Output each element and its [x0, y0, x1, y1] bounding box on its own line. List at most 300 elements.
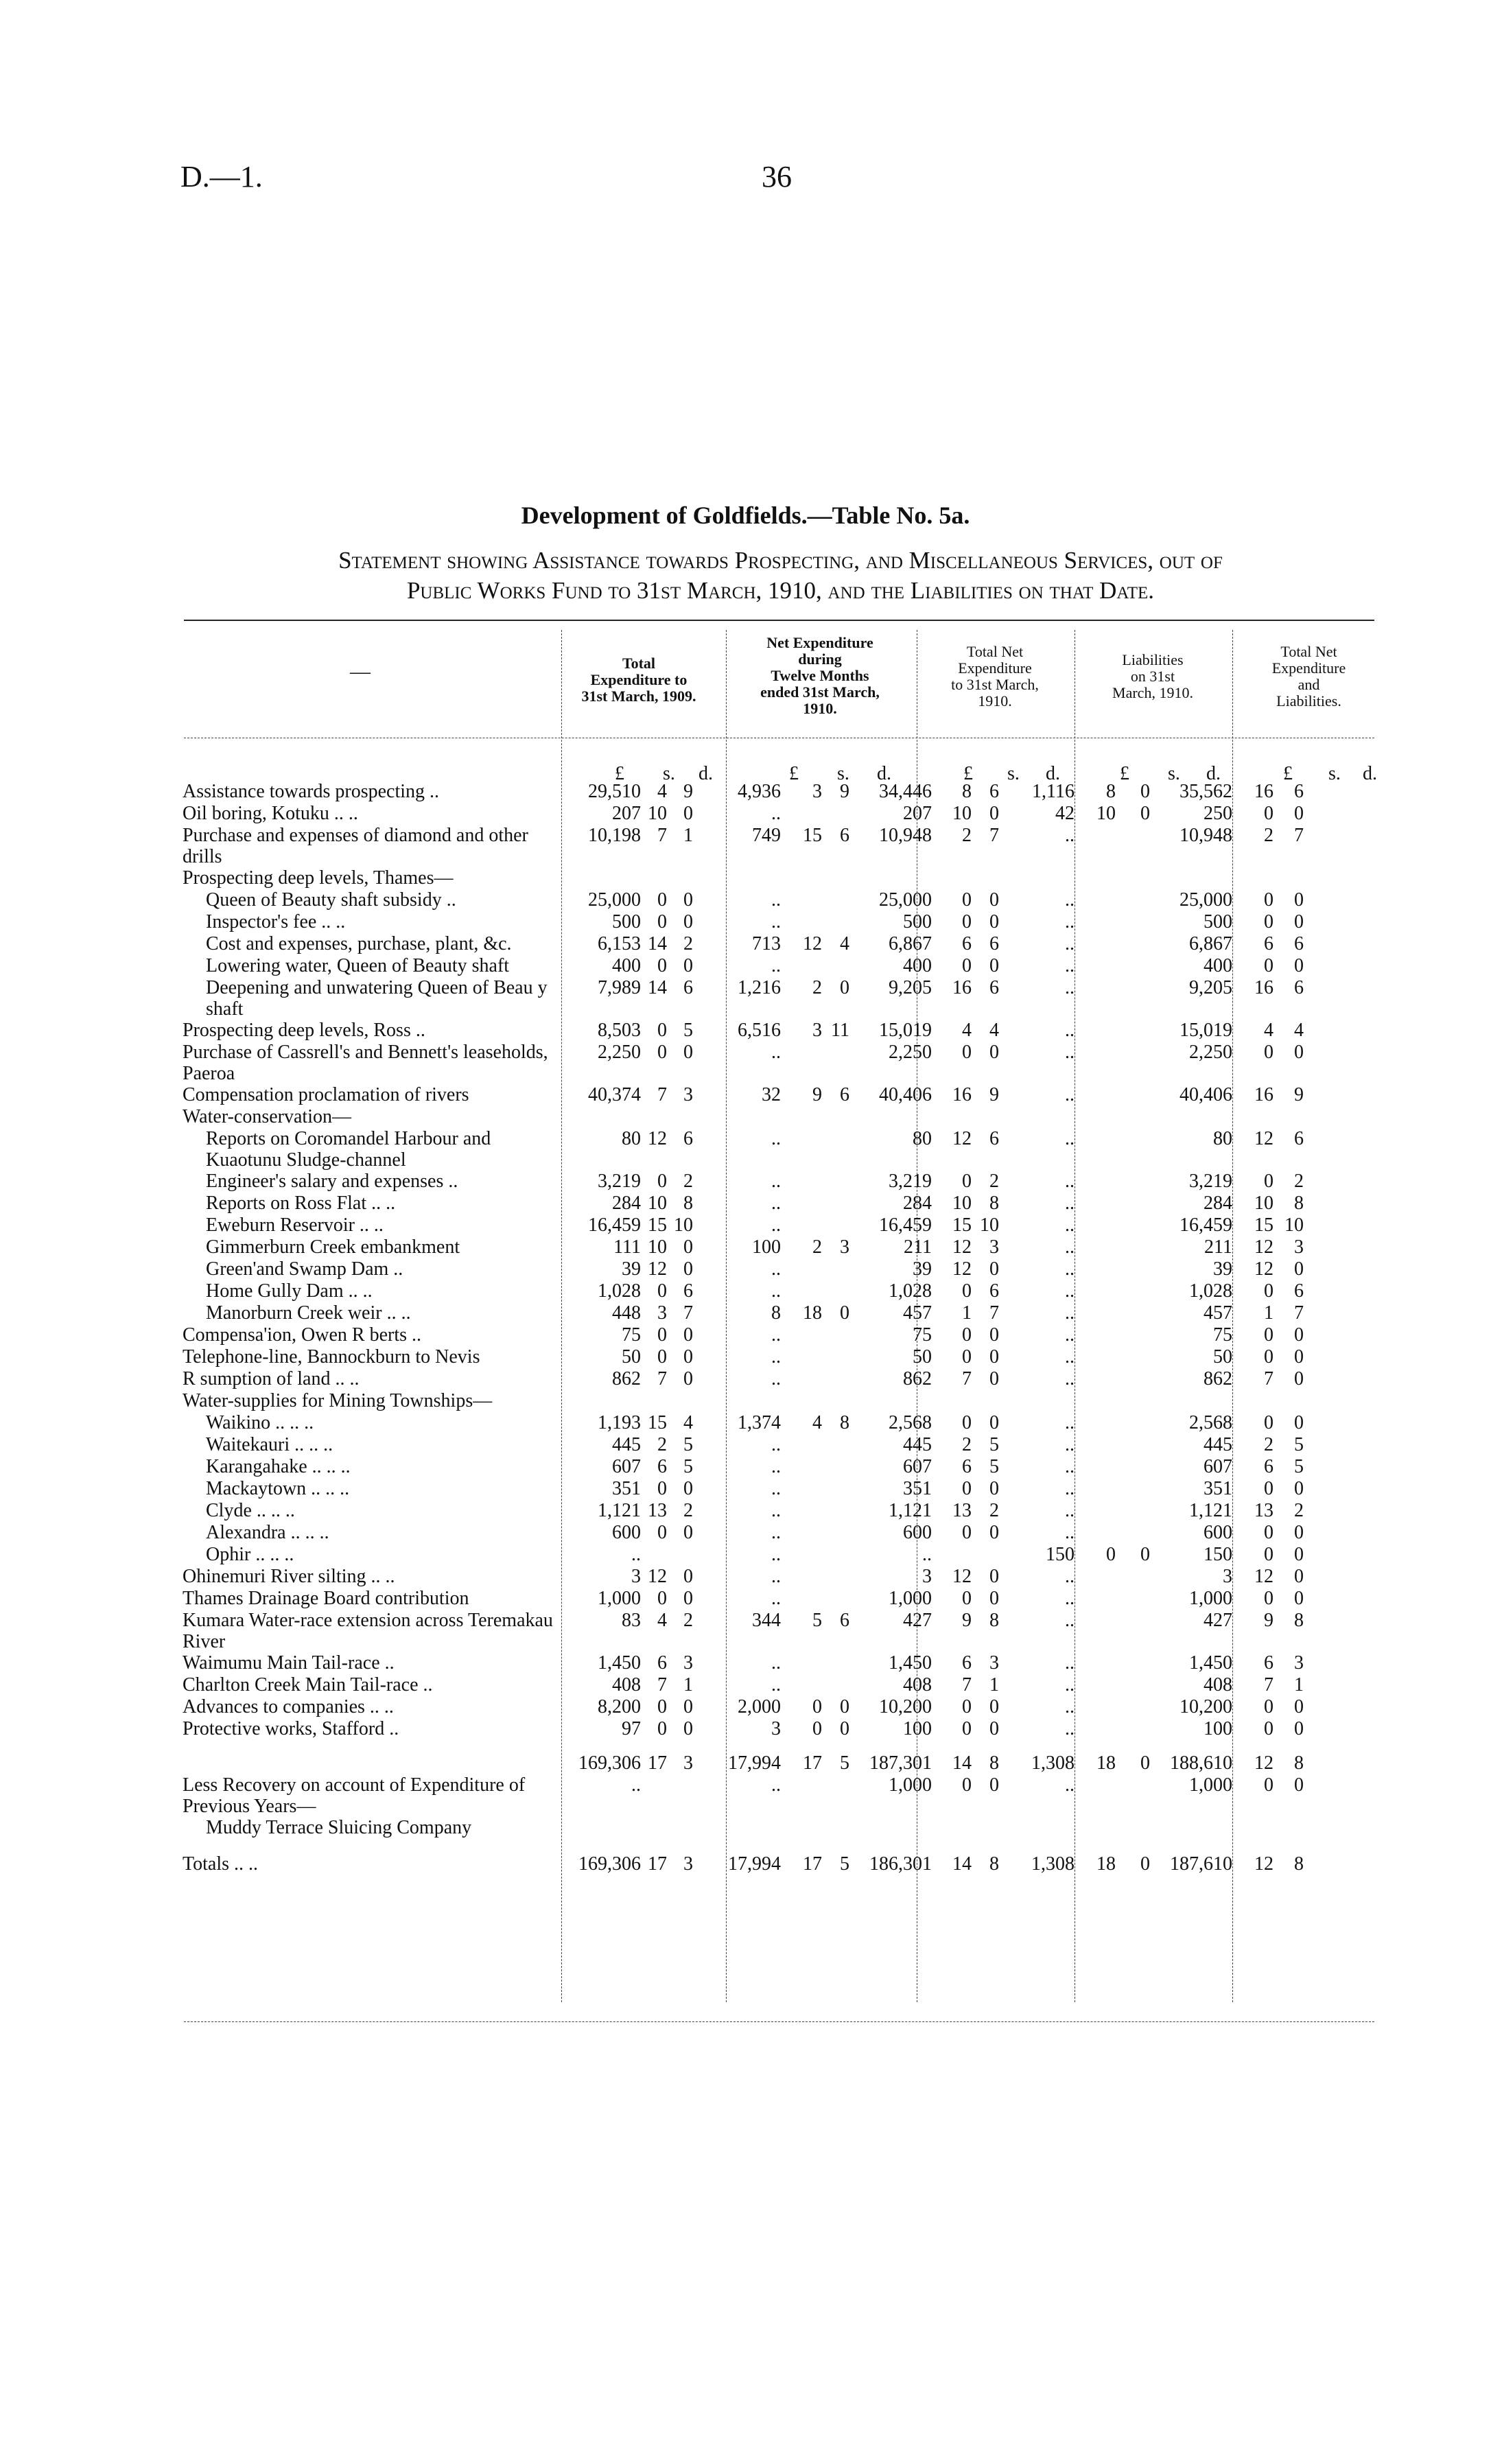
row-value: 862 — [612, 1368, 641, 1389]
row-value: 12 — [648, 1258, 667, 1280]
row-value: 0 — [657, 1478, 667, 1499]
row-value: .. — [1065, 1020, 1075, 1041]
row-value: 0 — [683, 1324, 693, 1346]
row-value: 1,450 — [889, 1652, 932, 1674]
row-value: 0 — [1140, 781, 1150, 802]
unit-shilling: s. — [1168, 763, 1180, 784]
row-value: 8 — [1294, 1193, 1304, 1214]
row-value: 32 — [762, 1084, 781, 1105]
row-value — [781, 955, 822, 977]
table-row — [183, 825, 1304, 867]
row-value — [1075, 1588, 1116, 1610]
table-row — [183, 933, 1304, 955]
row-value: .. — [771, 1522, 781, 1543]
row-value: 75 — [913, 1324, 932, 1346]
row-value — [1116, 1324, 1150, 1346]
row-value: 2,250 — [1189, 1042, 1232, 1063]
row-description: Water-conservation— — [183, 1106, 351, 1127]
row-value: 187,610 — [1170, 1853, 1232, 1875]
table-row — [183, 1588, 1304, 1610]
row-value: 6,867 — [1189, 933, 1232, 954]
row-value: .. — [1065, 1368, 1075, 1389]
row-value: .. — [1065, 933, 1075, 954]
row-value: 7 — [683, 1302, 693, 1324]
row-value: 600 — [1204, 1522, 1232, 1543]
row-value: 186,301 — [869, 1853, 932, 1875]
row-value: 0 — [1264, 1478, 1273, 1499]
row-value: 0 — [1264, 1324, 1273, 1346]
row-description: Engineer's salary and expenses .. — [206, 1171, 458, 1192]
row-description: Waitekauri .. .. .. — [206, 1434, 333, 1455]
row-value — [1116, 977, 1150, 1020]
row-value: 445 — [1204, 1434, 1232, 1455]
row-value — [849, 1106, 932, 1128]
row-value: 5 — [683, 1434, 693, 1455]
row-value: 16 — [952, 1084, 972, 1105]
row-value: 9 — [989, 1084, 999, 1105]
table-row — [183, 911, 1304, 933]
row-value: 10,200 — [879, 1696, 932, 1717]
row-value: 7 — [657, 825, 667, 846]
row-value: 445 — [612, 1434, 641, 1455]
row-value — [1075, 977, 1116, 1020]
row-value: 15 — [648, 1215, 667, 1236]
unit-shilling: s. — [663, 763, 675, 784]
row-value: 600 — [903, 1522, 932, 1543]
row-value — [560, 1106, 641, 1128]
row-description: Clyde .. .. .. — [206, 1500, 295, 1521]
row-value — [1116, 1434, 1150, 1456]
row-value: 207 — [612, 803, 641, 824]
row-value — [641, 1106, 667, 1128]
row-value — [822, 1566, 849, 1588]
row-value: .. — [1065, 1674, 1075, 1696]
row-value: 0 — [989, 1774, 999, 1796]
row-description: Kumara Water-race extension across Teremakau River — [183, 1610, 553, 1652]
unit-shilling: s. — [837, 763, 849, 784]
row-value — [781, 1652, 822, 1674]
subtitle-line-1: Statement showing Assistance towards Prospecting, and Miscellaneous Services, out of — [338, 547, 1223, 574]
row-value: 39 — [913, 1258, 932, 1280]
row-value: .. — [771, 1588, 781, 1609]
row-value — [932, 1106, 972, 1128]
row-value: .. — [771, 1258, 781, 1280]
row-value: 0 — [657, 1324, 667, 1346]
row-value — [822, 1478, 849, 1500]
row-value — [1075, 955, 1116, 977]
row-value: 0 — [1294, 803, 1304, 824]
row-value: 0 — [962, 1324, 972, 1346]
row-value: 8 — [1294, 1752, 1304, 1774]
row-value: 15,019 — [879, 1020, 932, 1041]
row-value: 0 — [657, 1522, 667, 1543]
row-value: 0 — [683, 1042, 693, 1063]
row-value: 8 — [989, 1193, 999, 1214]
row-value: .. — [771, 911, 781, 932]
column-head-total-1909: Total Expenditure to 31st March, 1909. — [581, 655, 696, 705]
row-value — [999, 1106, 1075, 1128]
row-value: 0 — [683, 1236, 693, 1258]
row-value — [781, 1193, 822, 1215]
row-value: 457 — [903, 1302, 932, 1324]
table-row — [183, 1696, 1304, 1718]
row-value — [1116, 933, 1150, 955]
row-value: 12 — [952, 1236, 972, 1258]
row-value: 18 — [1096, 1752, 1116, 1774]
row-value: 10 — [1096, 803, 1116, 824]
row-value — [1075, 1566, 1116, 1588]
row-value: 6 — [989, 1280, 999, 1302]
row-value: 0 — [1294, 889, 1304, 911]
row-value: .. — [771, 1774, 781, 1796]
row-value — [1075, 1478, 1116, 1500]
row-value: 0 — [1264, 1774, 1273, 1796]
row-value: 6 — [989, 781, 999, 802]
row-value: 17,994 — [728, 1853, 781, 1875]
row-value: 3 — [812, 781, 822, 802]
row-value: .. — [1065, 1346, 1075, 1368]
row-value: 0 — [989, 1696, 999, 1717]
row-value: 1 — [683, 825, 693, 846]
row-value: 16 — [1254, 977, 1273, 998]
row-value: 150 — [1204, 1544, 1232, 1565]
row-value: 17 — [648, 1853, 667, 1875]
row-value — [693, 867, 781, 889]
row-value: 1,000 — [889, 1588, 932, 1609]
row-value — [822, 1324, 849, 1346]
row-value: .. — [771, 1280, 781, 1302]
unit-pound: £ — [789, 763, 799, 784]
row-value — [1232, 1390, 1273, 1412]
table-subtitle — [185, 545, 1376, 606]
row-value: .. — [922, 1544, 932, 1565]
row-value: .. — [1065, 1696, 1075, 1717]
row-value: 0 — [840, 1718, 849, 1739]
row-value: 0 — [1264, 1696, 1273, 1717]
row-value: 7 — [989, 1302, 999, 1324]
row-value: 500 — [903, 911, 932, 932]
row-value — [1075, 1258, 1116, 1280]
row-value: 111 — [613, 1236, 641, 1258]
row-value: 0 — [657, 1020, 667, 1041]
row-value — [849, 1390, 932, 1412]
row-value — [641, 867, 667, 889]
row-value: 1,028 — [598, 1280, 641, 1302]
row-value: 13 — [952, 1500, 972, 1521]
row-value — [1075, 1500, 1116, 1522]
row-value — [693, 1106, 781, 1128]
row-value: 0 — [683, 911, 693, 932]
row-description: Charlton Creek Main Tail-race .. — [183, 1674, 433, 1696]
row-value: 17 — [648, 1752, 667, 1774]
row-value: .. — [1065, 955, 1075, 976]
row-value — [667, 867, 693, 889]
row-value — [1116, 911, 1150, 933]
row-value: 0 — [657, 955, 667, 976]
row-value: 40,374 — [588, 1084, 641, 1105]
row-value: .. — [771, 1128, 781, 1149]
row-value: 607 — [612, 1456, 641, 1477]
row-value — [1116, 1215, 1150, 1236]
row-value: 6 — [840, 1610, 849, 1631]
row-value: 4 — [657, 781, 667, 802]
row-value — [781, 1258, 822, 1280]
row-value — [822, 1258, 849, 1280]
table-row — [183, 1544, 1304, 1566]
row-value: 0 — [989, 1478, 999, 1499]
row-value: 0 — [657, 1588, 667, 1609]
row-value: 10 — [648, 1236, 667, 1258]
table-row — [183, 781, 1304, 803]
row-value — [1116, 1390, 1150, 1412]
row-value: 9 — [812, 1084, 822, 1105]
row-value: 9 — [1264, 1610, 1273, 1631]
row-value — [1150, 867, 1232, 889]
row-value: 0 — [1264, 911, 1273, 932]
row-value: 8 — [840, 1412, 849, 1433]
row-value — [781, 1674, 822, 1696]
row-value: 1,216 — [738, 977, 781, 998]
row-value: .. — [771, 955, 781, 976]
row-value: 0 — [1140, 803, 1150, 824]
row-value: .. — [1065, 1236, 1075, 1258]
row-value: 2,568 — [889, 1412, 932, 1433]
row-value: 3 — [683, 1853, 693, 1875]
row-value: 600 — [612, 1522, 641, 1543]
row-value: 8 — [1294, 1610, 1304, 1631]
row-value — [1116, 1652, 1150, 1674]
row-value: 0 — [683, 1258, 693, 1280]
top-rule — [184, 620, 1374, 621]
row-value: 15 — [648, 1412, 667, 1433]
row-value: 0 — [812, 1696, 822, 1717]
row-value — [1116, 1478, 1150, 1500]
row-value: 8 — [989, 1610, 999, 1631]
row-description-sub: Muddy Terrace Sluicing Company — [206, 1817, 472, 1838]
row-value — [1075, 825, 1116, 867]
column-head-net-1910: Net Expenditure during Twelve Months ended 31st March, 1910. — [760, 634, 880, 717]
row-value: 9 — [1294, 1084, 1304, 1105]
row-value: .. — [1065, 1042, 1075, 1063]
row-value: 250 — [1204, 803, 1232, 824]
row-value: 284 — [612, 1193, 641, 1214]
row-value: 3,219 — [1189, 1171, 1232, 1192]
row-value: 15 — [803, 825, 822, 846]
row-value: .. — [1065, 1412, 1075, 1433]
row-value — [1075, 1412, 1116, 1434]
table-row — [183, 1128, 1304, 1171]
row-value — [781, 1544, 822, 1566]
row-value — [1116, 1106, 1150, 1128]
row-value — [1075, 1652, 1116, 1674]
table-row — [183, 889, 1304, 911]
row-value: 12 — [952, 1128, 972, 1149]
row-value: 0 — [683, 1718, 693, 1739]
row-value: 207 — [903, 803, 932, 824]
row-value: 7 — [1294, 825, 1304, 846]
row-value: 1,028 — [889, 1280, 932, 1302]
row-value: .. — [1065, 1718, 1075, 1739]
row-description: Compensation proclamation of rivers — [183, 1084, 469, 1105]
row-value: .. — [771, 1652, 781, 1674]
row-value: .. — [771, 1478, 781, 1499]
row-value — [1075, 1610, 1116, 1652]
row-value: 5 — [812, 1610, 822, 1631]
row-value: 408 — [903, 1674, 932, 1696]
row-value: 29,510 — [588, 781, 641, 802]
row-value — [1116, 1280, 1150, 1302]
column-head-total-net-1910: Total Net Expenditure to 31st March, 1910. — [951, 643, 1039, 709]
row-value — [1075, 1106, 1116, 1128]
row-value: 1,121 — [598, 1500, 641, 1521]
row-value: 5 — [989, 1434, 999, 1455]
row-description: Compensa'ion, Owen R berts .. — [183, 1324, 422, 1346]
table-row — [183, 1500, 1304, 1522]
row-value: .. — [1065, 1302, 1075, 1324]
row-value — [781, 1456, 822, 1478]
row-value: 0 — [962, 1412, 972, 1433]
unit-pence: d. — [698, 763, 713, 784]
row-value: 2 — [683, 933, 693, 954]
table-row — [183, 1652, 1304, 1674]
row-value — [560, 867, 641, 889]
row-value: 7 — [657, 1674, 667, 1696]
row-value: 7 — [962, 1368, 972, 1389]
row-value: 4 — [1264, 1020, 1273, 1041]
row-value: .. — [771, 1368, 781, 1389]
row-value: 15 — [1254, 1215, 1273, 1236]
row-value: .. — [771, 1042, 781, 1063]
row-value: 15 — [952, 1215, 972, 1236]
row-value: 10 — [980, 1215, 999, 1236]
table-row — [183, 1522, 1304, 1544]
row-value: 0 — [1264, 1042, 1273, 1063]
row-value: 6 — [989, 933, 999, 954]
row-value — [1075, 1696, 1116, 1718]
row-value: 0 — [1264, 1522, 1273, 1543]
row-value: 150 — [1046, 1544, 1075, 1565]
row-value: 0 — [657, 1696, 667, 1717]
row-value: 10 — [952, 803, 972, 824]
row-value: 11 — [831, 1020, 849, 1041]
row-description: Purchase and expenses of diamond and other drills — [183, 825, 528, 867]
row-value: 0 — [1294, 911, 1304, 932]
table-row — [183, 1346, 1304, 1368]
row-value: 12 — [648, 1128, 667, 1149]
row-value: 3 — [683, 1084, 693, 1105]
row-value: 2 — [1264, 825, 1273, 846]
row-value — [1116, 1588, 1150, 1610]
row-value: .. — [771, 1324, 781, 1346]
row-value — [1273, 867, 1304, 889]
row-value: 1 — [1264, 1302, 1273, 1324]
row-value: 0 — [1294, 1478, 1304, 1499]
row-value — [822, 867, 849, 889]
row-value: 4 — [657, 1610, 667, 1631]
row-value — [1075, 911, 1116, 933]
row-value: 0 — [1294, 1346, 1304, 1368]
row-description — [183, 1740, 560, 1774]
row-value: 7 — [1264, 1674, 1273, 1696]
row-value: 0 — [683, 1346, 693, 1368]
row-description: Ohinemuri River silting .. .. — [183, 1566, 395, 1587]
row-value — [781, 1566, 822, 1588]
row-value: 10 — [952, 1193, 972, 1214]
row-value: 0 — [1106, 1544, 1116, 1565]
row-value: 2 — [989, 1500, 999, 1521]
row-value: 12 — [803, 933, 822, 954]
row-value — [667, 1544, 693, 1566]
row-value — [1116, 1236, 1150, 1258]
row-value — [1075, 1084, 1116, 1106]
row-value: 10,948 — [1179, 825, 1232, 846]
row-value: .. — [1065, 1566, 1075, 1587]
row-description: Thames Drainage Board contribution — [183, 1588, 469, 1609]
row-value: 4,936 — [738, 781, 781, 802]
table-row — [183, 1042, 1304, 1084]
row-value — [1116, 1718, 1150, 1740]
row-value — [781, 1500, 822, 1522]
row-value: .. — [1065, 1522, 1075, 1543]
row-value — [1075, 1302, 1116, 1324]
row-value: 500 — [612, 911, 641, 932]
row-value — [781, 867, 822, 889]
row-value: 10 — [1284, 1215, 1304, 1236]
row-value: 0 — [989, 911, 999, 932]
row-value: .. — [1065, 825, 1075, 846]
row-value — [1116, 1346, 1150, 1368]
row-value: 3 — [989, 1236, 999, 1258]
row-value: 8 — [1106, 781, 1116, 802]
row-value: 12 — [1254, 1236, 1273, 1258]
row-description: Prospecting deep levels, Thames— — [183, 867, 454, 889]
row-value: 0 — [989, 1718, 999, 1739]
row-description: Water-supplies for Mining Townships— — [183, 1390, 493, 1411]
row-value: 4 — [812, 1412, 822, 1433]
row-value: .. — [771, 803, 781, 824]
row-value: 12 — [1254, 1566, 1273, 1587]
row-value — [822, 803, 849, 825]
row-value — [822, 1522, 849, 1544]
row-value: .. — [771, 1346, 781, 1368]
row-value: 14 — [952, 1752, 972, 1774]
row-value: 2 — [683, 1610, 693, 1631]
row-value: 0 — [989, 1588, 999, 1609]
row-value — [972, 1106, 999, 1128]
row-value: .. — [1065, 889, 1075, 911]
row-value: 10 — [1254, 1193, 1273, 1214]
row-value — [972, 867, 999, 889]
row-value — [822, 1128, 849, 1171]
row-value: 0 — [1264, 803, 1273, 824]
row-value: 2 — [657, 1434, 667, 1455]
row-value — [1075, 889, 1116, 911]
row-value — [781, 1280, 822, 1302]
row-description: Reports on Coromandel Harbour and Kuaotunu Sludge-channel — [206, 1128, 491, 1171]
table-row — [183, 977, 1304, 1020]
row-value — [1116, 1171, 1150, 1193]
unit-pound: £ — [963, 763, 973, 784]
row-value: 80 — [1213, 1128, 1232, 1149]
row-value: .. — [1065, 1610, 1075, 1631]
table-row — [183, 1171, 1304, 1193]
row-value: 0 — [1264, 1412, 1273, 1433]
row-value: 211 — [1204, 1236, 1232, 1258]
table-row — [183, 1718, 1304, 1740]
row-description: Deepening and unwatering Queen of Beau y shaft — [206, 977, 548, 1020]
row-value: .. — [771, 889, 781, 911]
row-value — [1075, 1718, 1116, 1740]
